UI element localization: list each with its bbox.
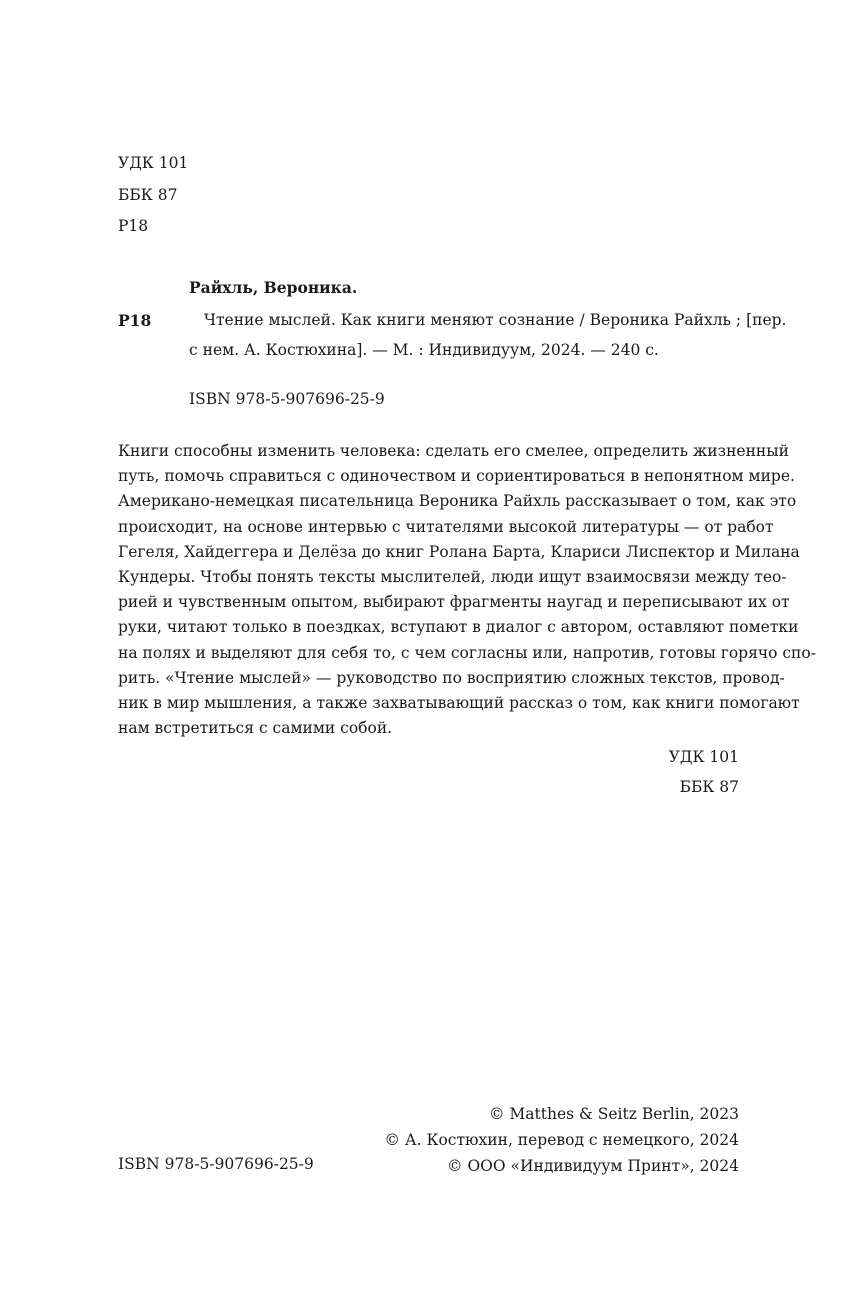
copyright-original: © Matthes & Seitz Berlin, 2023	[489, 1105, 739, 1123]
catalog-author: Райхль, Вероника.	[189, 278, 358, 297]
annotation-paragraph	[118, 439, 816, 741]
classification-codes-right	[669, 746, 739, 806]
copyright-translation: © А. Костюхин, перевод с немецкого, 2024	[384, 1131, 739, 1149]
catalog-index-code: Р18	[118, 311, 152, 330]
annotation-line: на полях и выделяют для себя то, с чем согласны или, напротив, готовы горячо спо-	[118, 643, 816, 662]
classification-codes-top	[118, 152, 188, 247]
annotation-line: Книги способны изменить человека: сделать его смелее, определить жизненный	[118, 442, 789, 460]
annotation-line: нам встретиться с самими собой.	[118, 719, 393, 738]
catalog-title-line-1: Чтение мыслей. Как книги меняют сознание / Вероника Райхль ; [пер.	[204, 311, 787, 329]
annotation-line: Американо-немецкая писательница Вероника Райхль рассказывает о том, как это	[118, 492, 797, 511]
annotation-line: руки, читают только в поездках, вступают в диалог с автором, оставляют пометки	[118, 618, 799, 637]
author-mark: Р18	[118, 217, 149, 235]
annotation-line: ник в мир мышления, а также захватывающий рассказ о том, как книги помогают	[118, 693, 800, 712]
udk-code: УДК 101	[668, 748, 739, 766]
copyright-block	[384, 1103, 739, 1181]
annotation-line: Гегеля, Хайдеггера и Делёза до книг Ролана Барта, Клариси Лиспектор и Милана	[118, 542, 800, 561]
catalog-title-line-2: с нем. А. Костюхина]. — М. : Индивидуум, 2024. — 240 с.	[189, 341, 659, 359]
annotation-line: Кундеры. Чтобы понять тексты мыслителей, люди ищут взаимосвязи между тео-	[118, 567, 787, 586]
annotation-line: рить. «Чтение мыслей» — руководство по восприятию сложных текстов, провод-	[118, 668, 785, 687]
bbk-code: ББК 87	[118, 185, 178, 204]
annotation-line: происходит, на основе интервью с читателями высокой литературы — от работ	[118, 517, 774, 536]
annotation-line: рией и чувственным опытом, выбирают фрагменты наугад и переписывают их от	[118, 593, 790, 612]
annotation-line: путь, помочь справиться с одиночеством и сориентироваться в непонятном мире.	[118, 467, 795, 486]
bbk-code: ББК 87	[679, 778, 739, 796]
catalog-isbn: ISBN 978-5-907696-25-9	[189, 390, 385, 408]
copyright-publisher: © ООО «Индивидуум Принт», 2024	[447, 1157, 739, 1175]
udk-code: УДК 101	[118, 154, 189, 172]
bottom-isbn: ISBN 978-5-907696-25-9	[118, 1155, 314, 1173]
